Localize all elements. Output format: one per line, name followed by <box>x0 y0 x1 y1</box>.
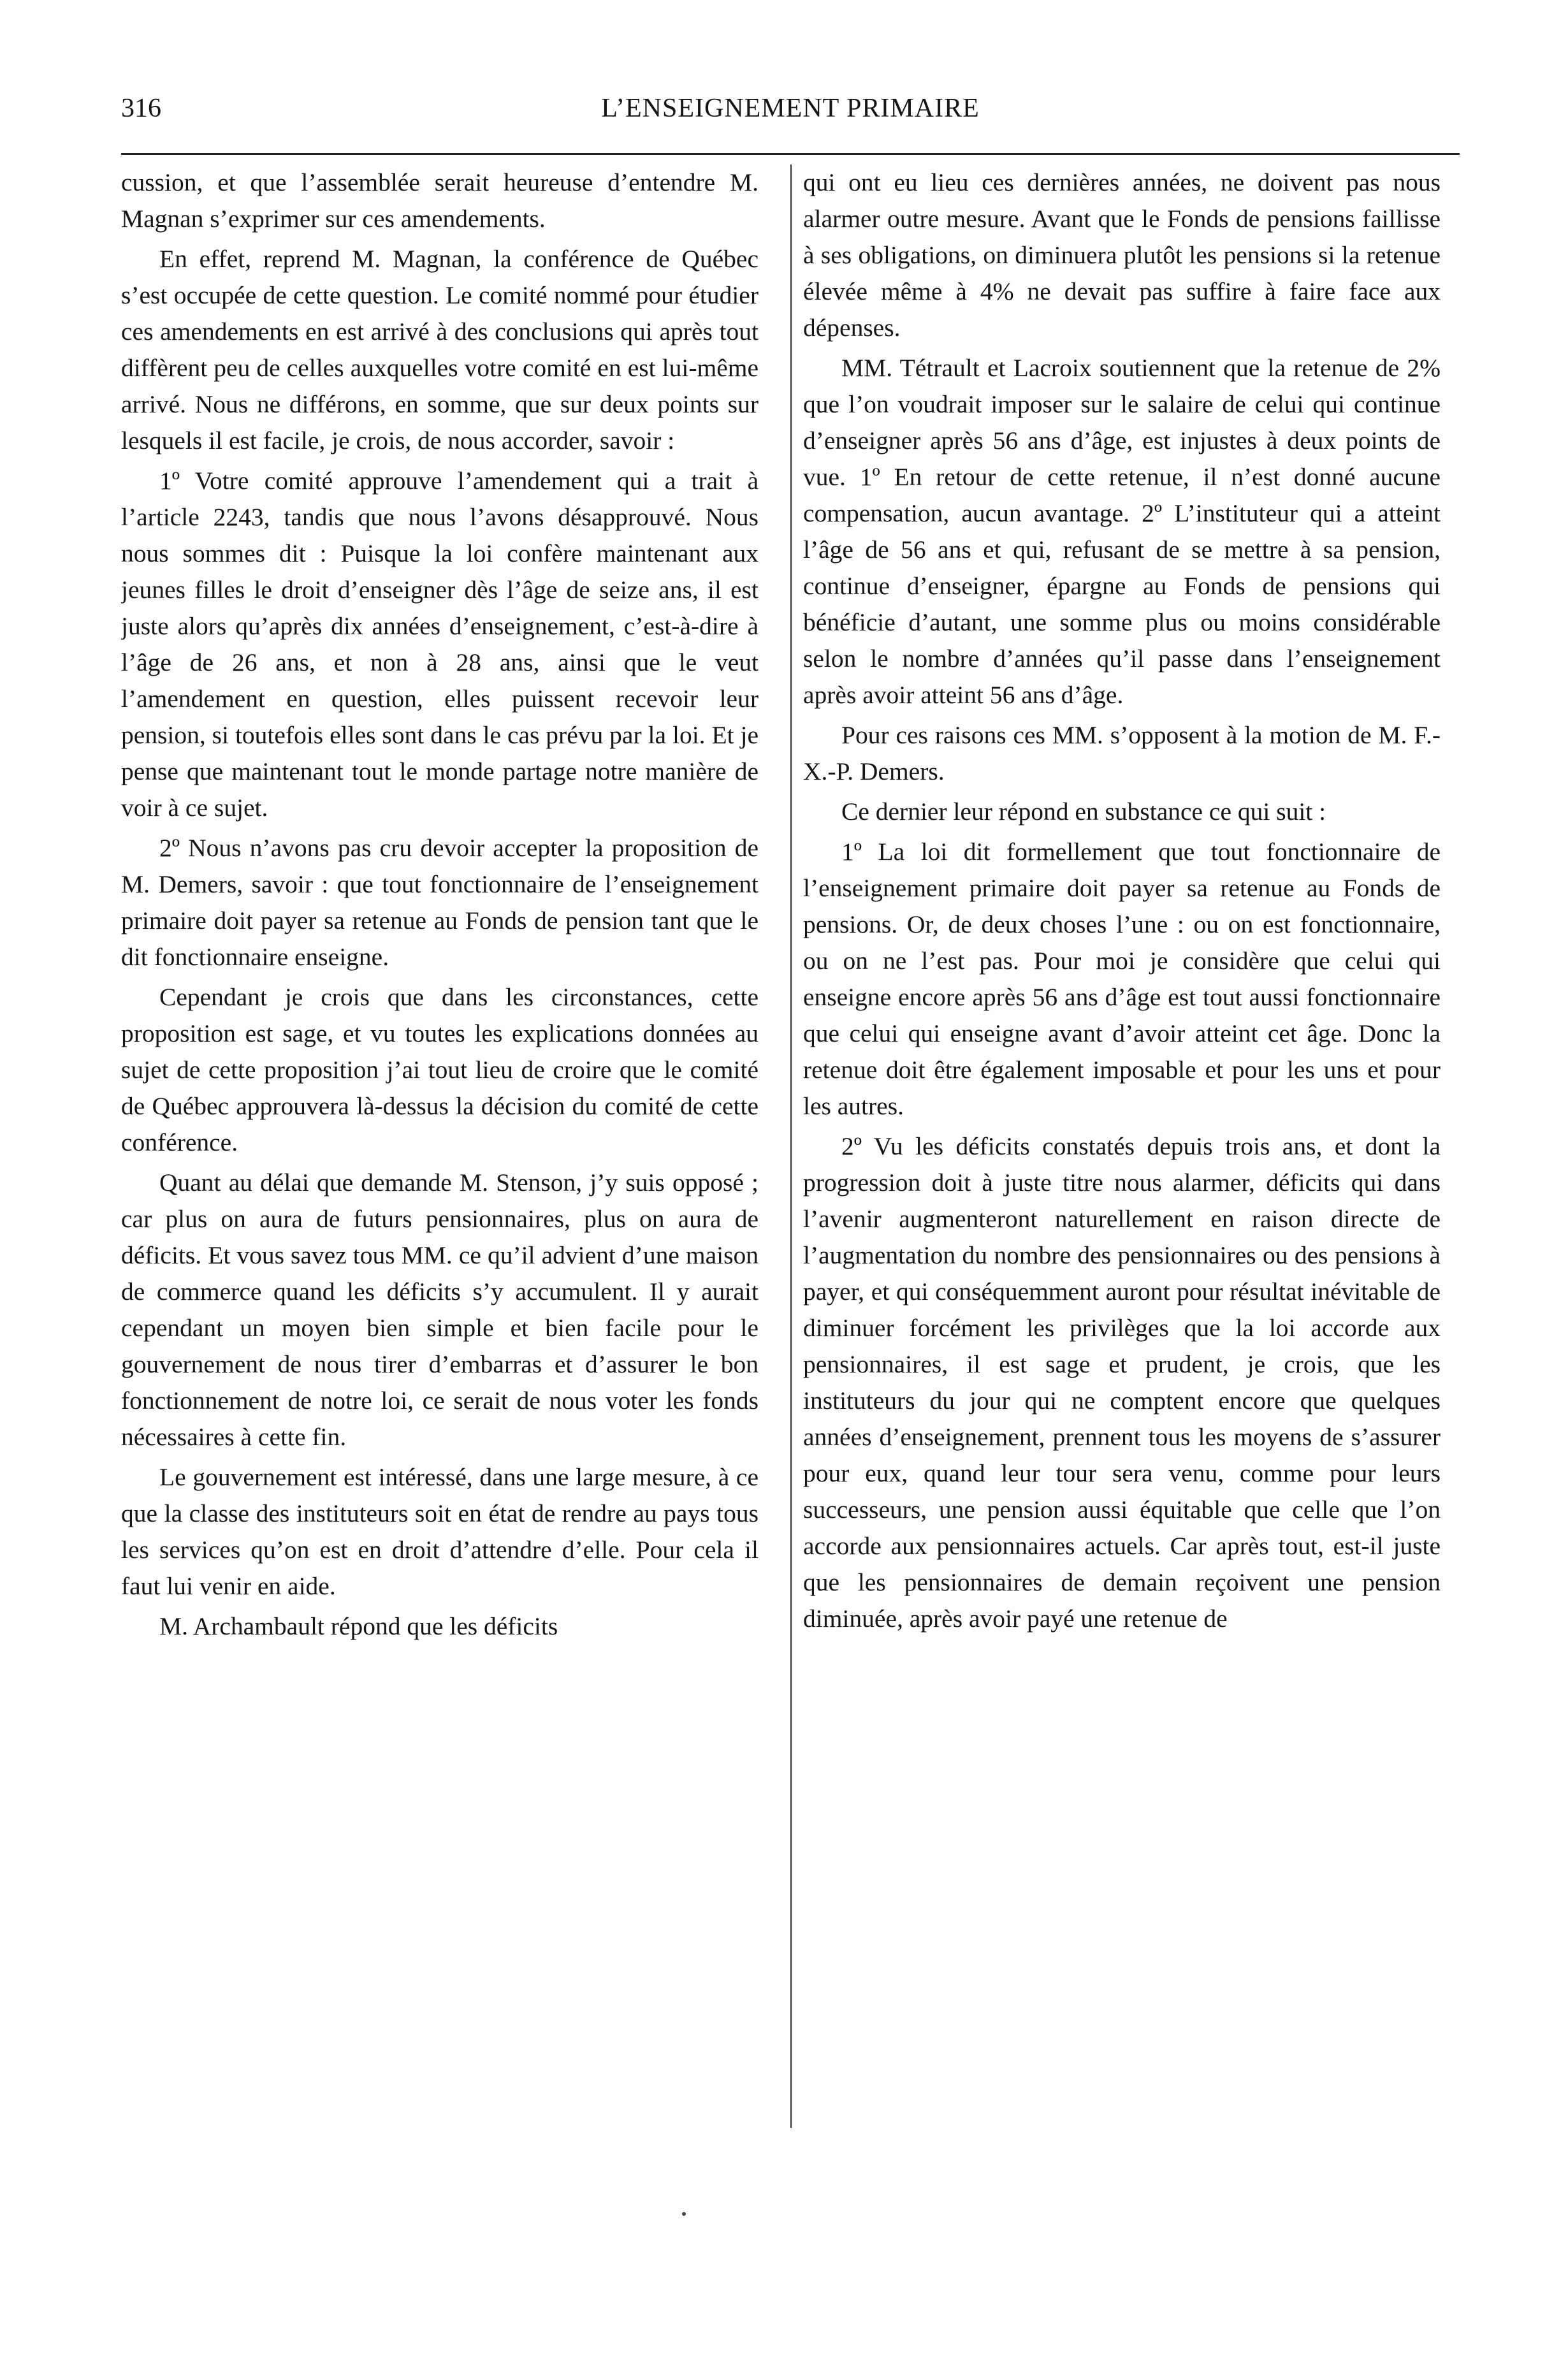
paragraph: Cependant je crois que dans les circonstances, cette proposition est sage, et vu toutes les explications données au sujet de cette proposition j’ai tout lieu de croire que le comité de Québec approuvera là-dessus la décision du comité de cette conférence. <box>121 983 759 1156</box>
paragraph: 2º Vu les déficits constatés depuis trois ans, et dont la progression doit à juste titre nous alarmer, déficits qui dans l’avenir augmenteront naturellement en raison directe de l’augmentation du nombre des pensionnaires ou des pensions à payer, et qui conséquemment auront pour résultat inévitable de diminuer forcément les privilèges que la loi accorde aux pensionnaires, il est sage et prudent, je crois, que les instituteurs du jour qui ne comptent encore que quelques années d’enseignement, prennent tous les moyens de s’assurer pour eux, quand leur tour sera venu, comme pour leurs successeurs, une pension aussi équitable que celle que l’on accorde aux pensionnaires actuels. Car après tout, est-il juste que les pensionnaires de demain reçoivent une pension diminuée, après avoir payé une retenue de <box>803 1132 1441 1633</box>
paragraph: Quant au délai que demande M. Stenson, j’y suis opposé ; car plus on aura de futurs pensionnaires, plus on aura de déficits. Et vous savez tous MM. ce qu’il advient d’une maison de commerce quand les déficits s’y accumulent. Il y aurait cependant un moyen bien simple et bien facile pour le gouvernement de nous tirer d’embarras et d’assurer le bon fonctionnement de notre loi, ce serait de nous voter les fonds nécessaires à cette fin. <box>121 1168 759 1451</box>
paragraph: En effet, reprend M. Magnan, la conférence de Québec s’est occupée de cette question. Le comité nommé pour étudier ces amendements en est arrivé à des conclusions qui après tout diffèrent peu de celles auxquelles votre comité en est lui-même arrivé. Nous ne différons, en somme, que sur deux points sur lesquels il est facile, je crois, de nous accorder, savoir : <box>121 245 759 455</box>
right-column <box>803 164 1441 2153</box>
paragraph: qui ont eu lieu ces dernières années, ne doivent pas nous alarmer outre mesure. Avant que le Fonds de pensions faillisse à ses obligations, on diminuera plutôt les pensions si la retenue élevée même à 4% ne devait pas suffire à faire face aux dépenses. <box>803 168 1441 342</box>
paragraph: Ce dernier leur répond en substance ce qui suit : <box>841 797 1326 826</box>
paragraph: 1º La loi dit formellement que tout fonctionnaire de l’enseignement primaire doit payer sa retenue au Fonds de pensions. Or, de deux choses l’une : ou on est fonctionnaire, ou on ne l’est pas. Pour moi je considère que celui qui enseigne encore après 56 ans d’âge est tout aussi fonctionnaire que celui qui enseigne avant d’avoir atteint cet âge. Donc la retenue doit être également imposable et pour les uns et pour les autres. <box>803 838 1441 1120</box>
header-rule <box>121 153 1460 155</box>
page-number: 316 <box>121 94 161 123</box>
column-divider <box>790 164 792 2128</box>
running-title: L’ENSEIGNEMENT PRIMAIRE <box>601 94 980 123</box>
left-column <box>121 164 759 2153</box>
paragraph: 1º Votre comité approuve l’amendement qui a trait à l’article 2243, tandis que nous l’avons désapprouvé. Nous nous sommes dit : Puisque la loi confère maintenant aux jeunes filles le droit d’enseigner dès l’âge de seize ans, il est juste alors qu’après dix années d’enseignement, c’est-à-dire à l’âge de 26 ans, et non à 28 ans, ainsi que le veut l’amendement en question, elles puissent recevoir leur pension, si toutefois elles sont dans le cas prévu par la loi. Et je pense que maintenant tout le monde partage notre manière de voir à ce sujet. <box>121 467 759 822</box>
paragraph: M. Archambault répond que les déficits <box>159 1612 558 1640</box>
paragraph: 2º Nous n’avons pas cru devoir accepter la proposition de M. Demers, savoir : que tout fonctionnaire de l’enseignement primaire doit payer sa retenue au Fonds de pension tant que le dit fonctionnaire enseigne. <box>121 834 759 971</box>
paragraph: MM. Tétrault et Lacroix soutiennent que la retenue de 2% que l’on voudrait imposer sur le salaire de celui qui continue d’enseigner après 56 ans d’âge, est injustes à deux points de vue. 1º En retour de cette retenue, il n’est donné aucune compensation, aucun avantage. 2º L’instituteur qui a atteint l’âge de 56 ans et qui, refusant de se mettre à sa pension, continue d’enseigner, épargne au Fonds de pensions qui bénéficie d’autant, une somme plus ou moins considérable selon le nombre d’années qu’il passe dans l’enseignement après avoir atteint 56 ans d’âge. <box>803 354 1441 709</box>
paragraph: cussion, et que l’assemblée serait heureuse d’entendre M. Magnan s’exprimer sur ces amendements. <box>121 168 759 233</box>
paragraph: Pour ces raisons ces MM. s’opposent à la motion de M. F.-X.-P. Demers. <box>803 721 1441 785</box>
paragraph: Le gouvernement est intéressé, dans une large mesure, à ce que la classe des instituteurs soit en état de rendre au pays tous les services qu’on est en droit d’attendre d’elle. Pour cela il faut lui venir en aide. <box>121 1463 759 1600</box>
print-speck <box>682 2212 686 2216</box>
page-header <box>121 89 1460 127</box>
